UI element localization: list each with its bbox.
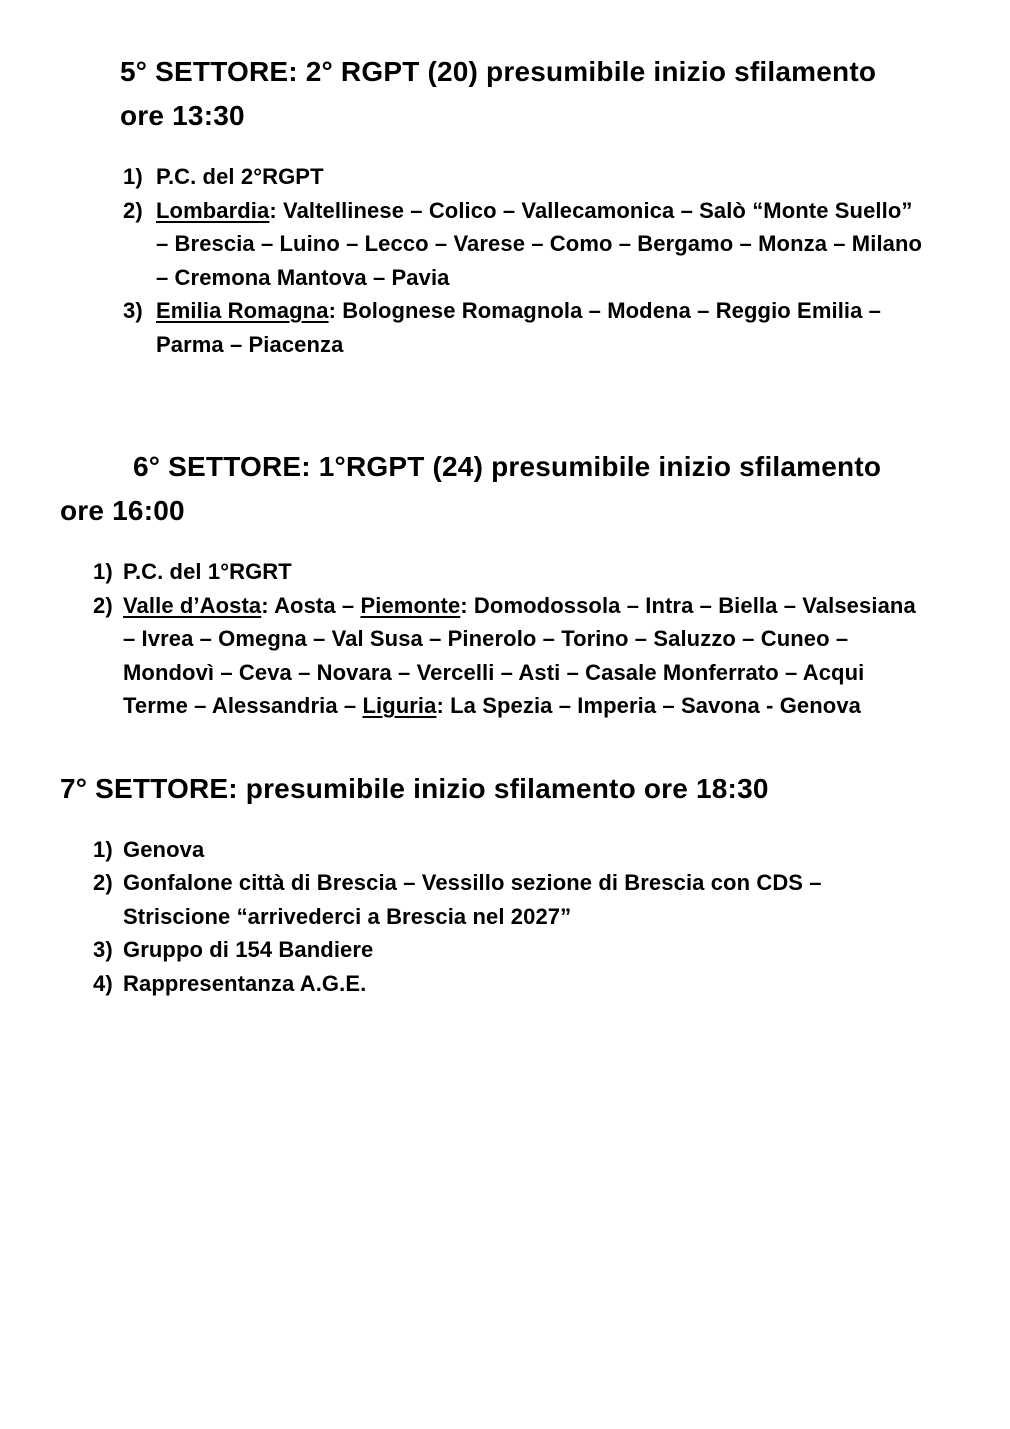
- section-heading: [60, 767, 928, 811]
- item-text: [156, 294, 928, 361]
- list-item: [93, 589, 928, 723]
- section-settore-6: [60, 445, 928, 723]
- text-segment: : Aosta –: [261, 592, 361, 618]
- text-segment: P.C. del 2°RGPT: [156, 164, 324, 189]
- sector-list: [123, 160, 928, 361]
- list-item: [93, 833, 928, 867]
- list-marker: 3): [123, 298, 143, 323]
- heading-line: 7° SETTORE: presumibile inizio sfilamento ore 18:30: [60, 772, 769, 804]
- text-segment: : Bolognese Romagnola – Modena – Reggio Emilia – Parma – Piacenza: [156, 298, 882, 357]
- heading-line: ore 16:00: [60, 495, 185, 526]
- list-marker: 1): [93, 836, 113, 862]
- list-marker: 2): [93, 592, 113, 618]
- item-text: [123, 866, 928, 933]
- region-name: Liguria: [362, 693, 437, 718]
- list-marker: 2): [123, 197, 143, 223]
- item-text: [123, 967, 928, 1001]
- region-name: Piemonte: [360, 592, 461, 618]
- sector-list: [93, 833, 928, 1001]
- list-item: [93, 933, 928, 967]
- text-segment: : La Spezia – Imperia – Savona - Genova: [436, 693, 861, 718]
- section-settore-5: [60, 50, 928, 361]
- sector-list: [93, 555, 928, 723]
- heading-line: ore 13:30: [120, 100, 245, 131]
- item-text: [156, 160, 928, 194]
- list-item: [123, 194, 928, 295]
- list-marker: 3): [93, 937, 113, 962]
- item-text: [156, 194, 928, 295]
- item-text: [123, 833, 928, 867]
- list-marker: 1): [123, 164, 143, 189]
- text-segment: Gonfalone città di Brescia – Vessillo sezione di Brescia con CDS – Striscione “arrivederci a Brescia nel 2027”: [123, 870, 822, 929]
- list-marker: 2): [93, 870, 113, 895]
- section-heading: [60, 445, 928, 533]
- list-item: [93, 866, 928, 933]
- heading-line: 6° SETTORE: 1°RGPT (24) presumibile inizio sfilamento: [133, 451, 882, 482]
- text-segment: Gruppo di 154 Bandiere: [123, 937, 374, 962]
- item-text: [123, 589, 928, 723]
- text-segment: Rappresentanza A.G.E.: [123, 970, 367, 996]
- region-name: Emilia Romagna: [156, 298, 329, 323]
- heading-line: 5° SETTORE: 2° RGPT (20) presumibile inizio sfilamento: [120, 56, 877, 87]
- section-heading: [120, 50, 928, 138]
- list-item: [123, 294, 928, 361]
- list-item: [93, 967, 928, 1001]
- text-segment: Genova: [123, 836, 205, 862]
- item-text: [123, 933, 928, 967]
- text-segment: : Domodossola – Intra – Biella – Valsesiana – Ivrea – Omegna – Val Susa – Pinerolo – Torino – Saluzzo – Cuneo – Mondovì – Ceva – Novara – Vercelli – Asti – Casale Monferrato – Acqui Terme – Alessandria –: [123, 592, 916, 718]
- region-name: Valle d’Aosta: [123, 592, 262, 618]
- item-text: [123, 555, 928, 589]
- list-marker: 4): [93, 970, 113, 996]
- list-item: [123, 160, 928, 194]
- list-item: [93, 555, 928, 589]
- text-segment: : Valtellinese – Colico – Vallecamonica – Salò “Monte Suello” – Brescia – Luino – Lecco – Varese – Como – Bergamo – Monza – Milano – Cremona Mantova – Pavia: [156, 197, 923, 290]
- section-settore-7: [60, 767, 928, 1001]
- text-segment: P.C. del 1°RGRT: [123, 559, 292, 584]
- region-name: Lombardia: [156, 197, 270, 223]
- list-marker: 1): [93, 559, 113, 584]
